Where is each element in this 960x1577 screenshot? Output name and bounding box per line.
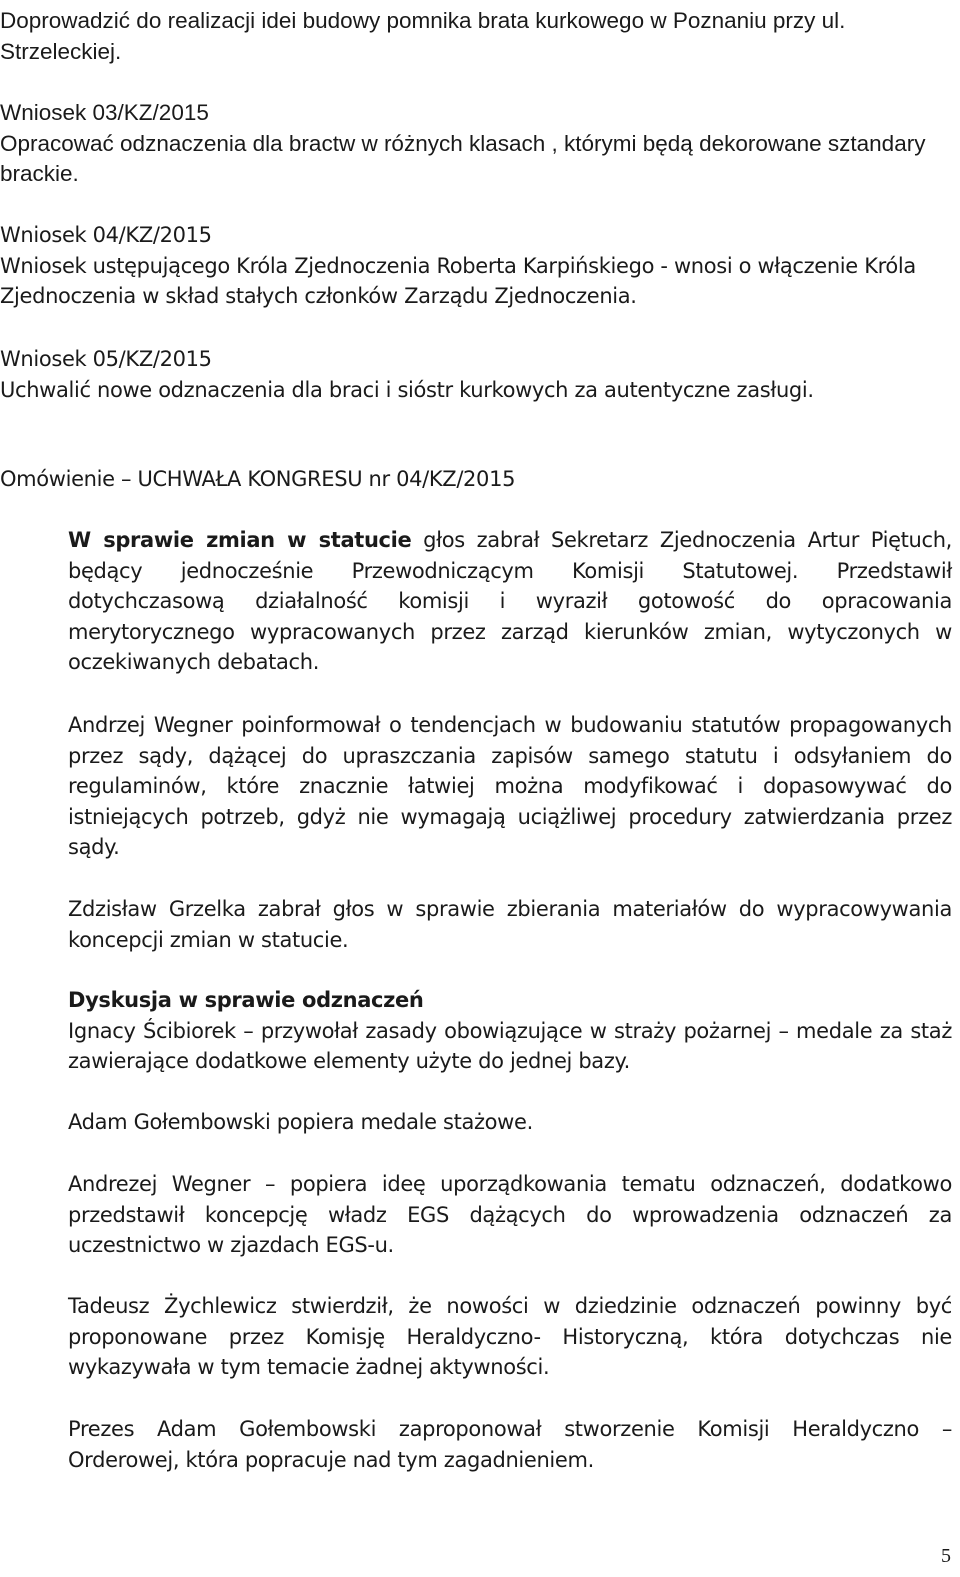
paragraph-grzelka: Zdzisław Grzelka zabrał głos w sprawie zbierania materiałów do wypracowywania koncepcji zmian w statucie. (68, 897, 952, 952)
motion-heading: Wniosek 04/KZ/2015 (0, 223, 212, 247)
motion-03 (0, 98, 958, 190)
motion-04 (0, 220, 958, 312)
paragraph-golembowski-medals: Adam Gołembowski popiera medale stażowe. (68, 1110, 533, 1134)
paragraph-statute-changes (68, 525, 952, 678)
section-decorations-discussion (68, 985, 952, 1077)
paragraph-bold-lead: W sprawie zmian w statucie (68, 528, 412, 552)
paragraph-golembowski-commission: Prezes Adam Gołembowski zaproponował stworzenie Komisji Heraldyczno – Orderowej, która popracuje nad tym zagadnieniem. (68, 1417, 952, 1472)
paragraph-scibiorek: Ignacy Ścibiorek – przywołał zasady obowiązujące w straży pożarnej – medale za staż zawierające dodatkowe elementy użyte do jednej bazy. (68, 1018, 952, 1074)
motion-body: Opracować odznaczenia dla bractw w różnych klasach , którymi będą dekorowane sztandary brackie. (0, 130, 926, 186)
page-number: 5 (941, 1545, 951, 1567)
discussion-heading: Omówienie – UCHWAŁA KONGRESU nr 04/KZ/2015 (0, 467, 516, 491)
motion-body: Uchwalić nowe odznaczenia dla braci i sióstr kurkowych za autentyczne zasługi. (0, 377, 814, 402)
paragraph-text: głos zabrał Sekretarz Zjednoczenia Artur Piętuch, będący jednocześnie Przewodniczącym Komisji Statutowej. Przedstawił dotychczasową działalność komisji i wyraził gotowość do opracowania merytorycznego wypracowanych przez zarząd kierunków zmian, wytyczonych w oczekiwanych debatach. (68, 528, 952, 675)
motion-heading: Wniosek 05/KZ/2015 (0, 347, 212, 371)
motion-05 (0, 344, 958, 405)
paragraph-zychlewicz: Tadeusz Żychlewicz stwierdził, że nowości w dziedzinie odznaczeń powinny być proponowane przez Komisję Heraldyczno- Historyczną, która dotychczas nie wykazywała w tym temacie żadnej aktywności. (68, 1294, 952, 1380)
paragraph-wegner-decorations: Andrezej Wegner – popiera ideę uporządkowania tematu odznaczeń, dodatkowo przedstawił koncepcję władz EGS dążących do wprowadzenia odznaczeń za uczestnictwo w zjazdach EGS-u. (68, 1172, 952, 1258)
paragraph-wegner-statutes: Andrzej Wegner poinformował o tendencjach w budowaniu statutów propagowanych przez sądy, dążącej do upraszczania zapisów samego statutu i odsyłaniem do regulaminów, które znacznie łatwiej można modyfikować i dopasowywać do istniejących potrzeb, gdyż nie wymagają uciążliwej procedury zatwierdzania przez sądy. (68, 713, 952, 860)
motion-body: Wniosek ustępującego Króla Zjednoczenia Roberta Karpińskiego - wnosi o włączenie Króla Zjednoczenia w skład stałych członków Zarządu Zjednoczenia. (0, 253, 916, 309)
intro-text: Doprowadzić do realizacji idei budowy pomnika brata kurkowego w Poznaniu przy ul. Strzeleckiej. (0, 8, 846, 64)
motion-heading: Wniosek 03/KZ/2015 (0, 100, 209, 125)
section-heading: Dyskusja w sprawie odznaczeń (68, 988, 424, 1012)
